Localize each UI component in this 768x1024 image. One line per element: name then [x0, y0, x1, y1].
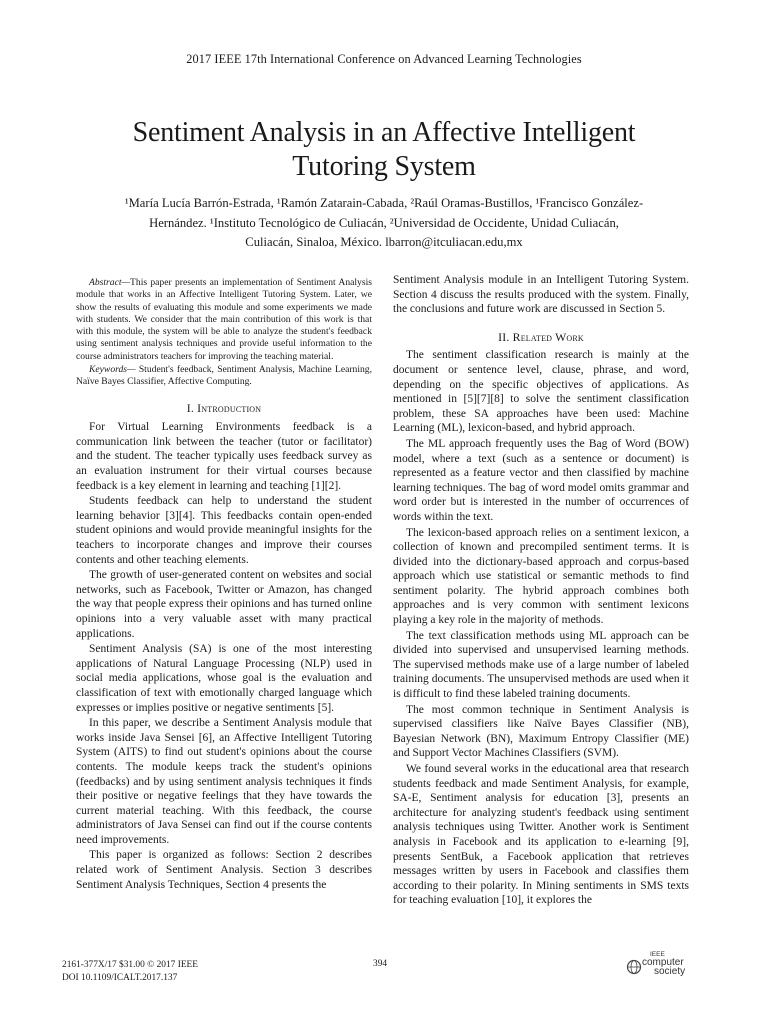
issn-line: 2161-377X/17 $31.00 © 2017 IEEE	[62, 960, 199, 970]
author-line-3: Culiacán, Sinaloa, México. lbarron@itculiacan.edu,mx	[245, 235, 523, 249]
paragraph: In this paper, we describe a Sentiment Analysis module that works inside Java Sensei [6], an Affective Intelligent Tutoring System (AITS) to find out student's opinions about the course contents. The module keeps track the student's opinions (feedbacks) and by using sentiment analysis techniques it finds their positive or negative feelings that they have towards the current material teaching. With this feedback, the course administrators of Java Sensei can find out if the course contents need improvements.	[76, 717, 372, 846]
doi-line: DOI 10.1109/ICALT.2017.137	[62, 972, 178, 983]
paragraph: The text classification methods using ML approach can be divided into supervised and unsupervised learning methods. The supervised methods make use of a large number of labeled training documents. The unsupervised methods are used when it is difficult to find these labeled training documents.	[393, 629, 689, 701]
paragraph: The lexicon-based approach relies on a sentiment lexicon, a collection of known and precompiled sentiment terms. It is divided into the dictionary-based approach and corpus-based approach which use statistical or semantic methods to find sentiment polarity. The hybrid approach combines both approaches and is very common with sentiment lexicons playing a key role in the majority of methods.	[393, 526, 689, 627]
left-column	[76, 277, 372, 893]
abstract-lead: Abstract—	[89, 277, 131, 288]
right-column	[393, 273, 689, 909]
author-line-1: ¹María Lucía Barrón-Estrada, ¹Ramón Zatarain-Cabada, ²Raúl Oramas-Bustillos, ¹Francisco González-	[124, 196, 644, 210]
paragraph: Sentiment Analysis module in an Intelligent Tutoring System. Section 4 discuss the results produced with the system. Finally, the conclusions and future work are discussed in Section 5.	[393, 274, 689, 316]
keywords-text: Student's feedback, Sentiment Analysis, Machine Learning, Naïve Bayes Classifier, Affective Computing.	[76, 364, 372, 388]
paragraph: Sentiment Analysis (SA) is one of the most interesting applications of Natural Language Processing (NLP) used in social media applications, whose goal is the evaluation and classification of text with emotionally charged language which expresses or implies positive or negative sentiments [5].	[76, 643, 372, 714]
paragraph: For Virtual Learning Environments feedback is a communication link between the teacher (tutor or facilitator) and the student. The teacher typically uses feedback survey as an evaluation instrument for their virtual courses because feedback is a key element in learning and teaching [1][2].	[76, 421, 372, 492]
logo-text-top: IEEE	[650, 951, 665, 958]
page-number: 394	[373, 959, 388, 969]
paragraph: This paper is organized as follows: Section 2 describes related work of Sentiment Analysis. Section 3 describes Sentiment Analysis Techniques, Section 4 presents the	[76, 849, 372, 891]
author-block	[110, 194, 658, 253]
abstract	[76, 277, 372, 363]
logo-text-bottom: society	[654, 966, 686, 977]
section-heading-related-work: II. Related Work	[498, 329, 584, 344]
paragraph: We found several works in the educational area that research students feedback and made Sentiment Analysis, for example, SA-E, Sentiment analysis for education [3], presents an architecture for analyzing student's feedback using sentiment analysis techniques using Twitter. Another work is Sentiment analysis in Facebook and its application to e-learning [9], presents SentBuk, a Facebook application that retrieves messages written by users in Facebook and classifies them according to their polarity. In Mining sentiments in SMS texts for teaching evaluation [10], it explores the	[393, 763, 689, 907]
abstract-text: This paper presents an implementation of Sentiment Analysis module that works in an Affective Intelligent Tutoring System. Later, we show the results of evaluating this module and some experiments we made with students. We consider that the main contribution of this work is that with this module, the system will be able to analyze the student's feedback using sentiment analysis techniques and provide useful information to the course administrators teachers for improving the teaching material.	[76, 277, 372, 362]
paragraph: The sentiment classification research is mainly at the document or sentence level, clause, phrase, and word, depending on the specific objectives of applications. As mentioned in [5][7][8] to solve the sentiment classification problem, these SA approaches have been used: Machine Learning (ML), lexicon-based, and hybrid approach.	[393, 349, 689, 435]
keywords-lead: Keywords—	[89, 364, 136, 376]
conference-header: 2017 IEEE 17th International Conference on Advanced Learning Technologies	[186, 52, 582, 66]
paragraph: The growth of user-generated content on websites and social networks, such as Facebook, Twitter or Amazon, has changed the way that people express their opinions and has turned online opinions into a very valuable asset with many practical applications.	[76, 569, 372, 640]
keywords	[76, 364, 372, 389]
section-heading-introduction: I. Introduction	[186, 400, 262, 415]
logo-text-middle: computer	[642, 957, 684, 968]
paragraph: The most common technique in Sentiment Analysis is supervised classifiers like Naïve Bayes Classifier (NB), Bayesian Network (BN), Maximum Entropy Classifier (ME) and Support Vector Machines Classifiers (SVM).	[393, 703, 689, 760]
author-line-2: Hernández. ¹Instituto Tecnológico de Culiacán, ²Universidad de Occidente, Unidad Culiacán,	[149, 215, 619, 230]
footer-publication-info	[62, 959, 198, 984]
paragraph: The ML approach frequently uses the Bag of Word (BOW) model, where a text (such as a sentence or document) is represented as a feature vector and then classified by machine learning techniques. The bag of word model omits grammar and word order but is interested in the number of occurrences of words within the text.	[393, 437, 689, 523]
paper-title: Sentiment Analysis in an Affective Intelligent Tutoring System	[132, 117, 636, 182]
ieee-computer-society-logo	[626, 951, 696, 981]
paragraph: Students feedback can help to understand the student learning behavior [3][4]. This feedbacks contain open-ended student opinions and would provide meaningful insights for the teachers to incorporate changes and improve their courses contents and other teaching elements.	[76, 495, 372, 566]
globe-icon	[626, 959, 642, 975]
